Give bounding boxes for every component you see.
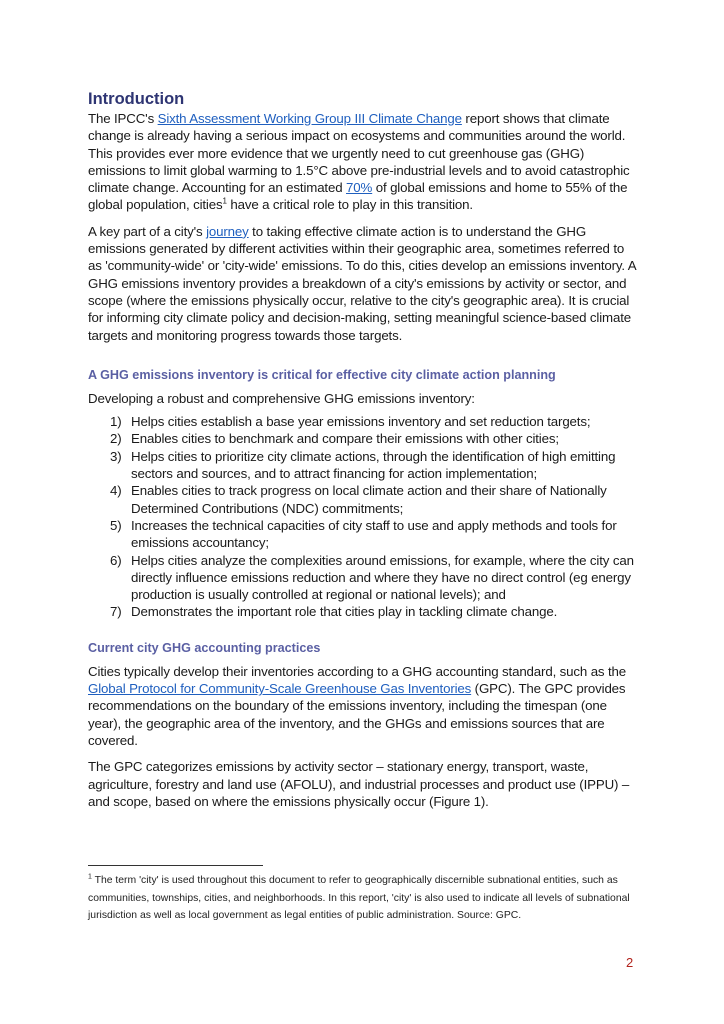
list-lead: Developing a robust and comprehensive GHG emissions inventory: [88, 390, 475, 406]
gpc-link[interactable]: Global Protocol for Community-Scale Greenhouse Gas Inventories [88, 681, 472, 697]
footnote: $^1$ The term 'city' is used throughout this document to refer to geographically discernible subnational entities, such as communities, townships, cities, and neighborhoods. In this report, 'city' is also used to indicate all levels of subnational jurisdiction as well as local government as legal entities of public administration. Source: GPC. [88, 873, 630, 921]
page-number: 2 [626, 955, 634, 970]
list-item: 2) Enables cities to benchmark and compare their emissions with other cities; [110, 431, 559, 447]
list-item: 4) Enables cities to track progress on local climate action and their share of Nationally Determined Contributions (NDC) commitments; [110, 483, 607, 516]
list-item: 5) Increases the technical capacities of city staff to use and apply methods and tools for emissions accountancy; [110, 517, 617, 551]
accounting-paragraph-2: The GPC categorizes emissions by activity sector – stationary energy, transport, waste, agriculture, forestry and land use (AFOLU), and industrial processes and product use (IPPU) – and scope, based on where the emissions physically occur (Figure 1). [88, 759, 630, 809]
list-item: 1) Helps cities establish a base year emissions inventory and set reduction targets; [110, 414, 591, 430]
intro-paragraph-2: A key part of a city's journey to taking effective climate action is to understand the GHG emissions generated by different activities within their geographic area, sometimes referred to as 'community-wide' or 'city-wide' emissions. To do this, cities develop an emissions inventory. A GHG emissions inventory provides a breakdown of a city's emissions by activity or sector, and scope (where the emissions physically occur, relative to the city's geographic area). It is crucial for informing city climate policy and decision-making, setting meaningful science-based climate targets and monitoring progress towards those targets. [88, 223, 636, 343]
accounting-paragraph-1: Cities typically develop their inventories according to a GHG accounting standard, such as the Global Protocol for Community-Scale Greenhouse Gas Inventories (GPC). The GPC provides recommendations on the boundary of the emissions inventory, including the timespan (one year), the geographic area of the inventory, and the GHGs and emissions sources that are covered. [88, 663, 627, 748]
intro-paragraph-1: The IPCC's Sixth Assessment Working Group III Climate Change report shows that climate change is already having a serious impact on ecosystems and communities around the world. This provides ever more evidence that we urgently need to cut greenhouse gas (GHG) emissions to limit global warming to 1.5°C above pre-industrial levels and to avoid catastrophic climate change. Accounting for an estimated 70% of global emissions and home to 55% of the global population, cities$^1$ have a critical role to play in this transition. [88, 111, 630, 213]
section-heading-inventory: A GHG emissions inventory is critical for effective city climate action planning [88, 367, 556, 382]
page-title: Introduction [88, 90, 185, 108]
document-page [88, 88, 636, 810]
section-heading-accounting: Current city GHG accounting practices [88, 640, 321, 655]
list-item: 7) Demonstrates the important role that cities play in tackling climate change. [110, 604, 558, 620]
seventy-percent-link[interactable]: 70% [346, 180, 373, 196]
footnote-ref[interactable]: 1 [222, 197, 227, 207]
benefits-list [88, 413, 636, 621]
list-item: 3) Helps cities to prioritize city climate actions, through the identification of high emitting sectors and sources, and to attract financing for action implementation; [110, 448, 616, 482]
ipcc-report-link[interactable]: Sixth Assessment Working Group III Climate Change [157, 111, 462, 126]
footnote-divider [88, 865, 263, 866]
list-item: 6) Helps cities analyze the complexities around emissions, for example, where the city can directly influence emissions reduction and where they have no direct control (eg energy production is usually controlled at regional or national levels); and [110, 552, 634, 603]
journey-link[interactable]: journey [206, 223, 249, 239]
